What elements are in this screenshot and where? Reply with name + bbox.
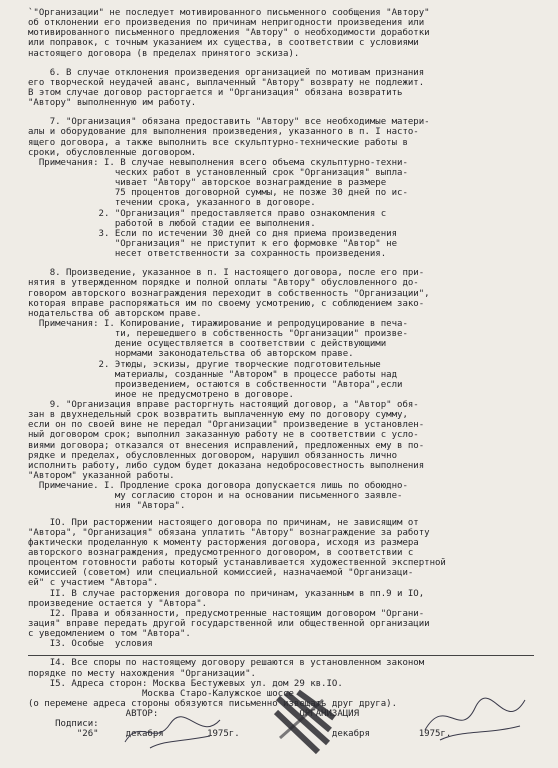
text-line: которая вправе распоряжаться им по своему усмотрению, с соблюдением зако- [28, 298, 425, 309]
note-line: 3. Если по истечении 30 дней со дня приема произведения [28, 228, 398, 239]
clause-8: 8. Произведение, указанное в п. I настоящего договора, после его при- [28, 268, 425, 279]
note-line: нормами законодательства об авторском праве. [28, 349, 354, 360]
text-line: зан в двухнедельный срок возвратить выплаченную ему по договору сумму, [28, 410, 408, 421]
note-line: ческих работ в установленный срок "Организация" выпла- [28, 167, 408, 178]
seal-stamp [268, 688, 338, 758]
contract-text [28, 8, 533, 740]
text-line: порядке по месту нахождения "Организации". [28, 668, 256, 679]
text-line: с уведомлением о том "Автора". [28, 629, 191, 640]
text-line: мотивированного письменного предложения "Автору" о необходимости доработки [28, 28, 430, 39]
clause-10: IO. При расторжении настоящего договора по причинам, не зависящим от [28, 517, 419, 528]
note-line: дение осуществляется в соответствии с действующими [28, 339, 387, 350]
clause-14: I4. Все споры по настоящему договору решаются в установленном законом [28, 658, 425, 669]
text-line: процентом готовности работы который устанавливается художественной экспертной [28, 558, 446, 569]
clause-7: 7. "Организация" обязана предоставить "Автору" все необходимые матери- [28, 117, 430, 128]
clause-11: II. В случае расторжения договора по причинам, указанным в пп.9 и IO, [28, 588, 425, 599]
note-line: "Организация" не приступит к его формовке "Автор" не [28, 238, 398, 249]
text-line: говором авторского вознаграждения переходит в собственность "Организации", [28, 288, 430, 299]
note-line: Примечания: I. В случае невыполнения всего объема скульптурно-техни- [28, 157, 408, 168]
text-line: ный договором срок; выполнил заказанную работу не в соответствии с усло- [28, 430, 419, 441]
note-line: ния "Автора". [28, 501, 186, 512]
text-line: нятия в утвержденном порядке и полной оплаты "Автору" обусловленного до- [28, 278, 419, 289]
text-line: виями договора; отказался от внесения исправлений, предложенных ему в по- [28, 440, 425, 451]
spacer [28, 259, 533, 268]
text-line: фактически проделанную к моменту расторжения договора, исходя из размера [28, 537, 419, 548]
note-line: работой в любой стадии ее выполнения. [28, 218, 316, 229]
note-line: течении срока, указанного в договоре. [28, 198, 316, 209]
note-line: 2. "Организация" предоставляется право ознакомления с [28, 208, 387, 219]
text-line: Москва Старо-Калужское шоссе [28, 688, 294, 699]
text-line: его творческой неудачей аванс, выплаченный "Автору" возврату не подлежит. [28, 77, 425, 88]
spacer [28, 649, 533, 658]
clause-15: I5. Адреса сторон: Москва Бестужевых ул. дом 29 кв.IO. [28, 678, 343, 689]
horizontal-rule [28, 655, 534, 656]
note-line: ти, перешедшего в собственность "Организации" произве- [28, 329, 408, 340]
signature-labels: АВТОР: ОРГАНИЗАЦИЯ [28, 709, 360, 720]
note-line: му согласию сторон и на основании письменного заявле- [28, 491, 403, 502]
clause-12: I2. Права и обязанности, предусмотренные настоящим договором "Органи- [28, 608, 425, 619]
text-line: ей" с участием "Автора". [28, 578, 159, 589]
note-line: чивает "Автору" авторское вознаграждение в размере [28, 178, 387, 189]
spacer [28, 59, 533, 68]
note-line: произведением, остаются в собственности "Автора",если [28, 379, 403, 390]
text-line: "Автору" выполненную им работу. [28, 98, 197, 109]
text-line: об отклонении его произведения по причинам непригодности произведения или [28, 18, 425, 29]
text-line: или поправок, с точным указанием их существа, в соответствии с условиями [28, 38, 419, 49]
text-line: нодательства об авторском праве. [28, 308, 202, 319]
note-line: Примечания: I. Копирование, тиражирование и репродуцирование в печа- [28, 318, 408, 329]
text-line: "Автора", "Организация" обязана уплатить "Автору" вознаграждение за работу [28, 527, 430, 538]
text-line: рядке и пределах, обусловленных договором, нарушил обязанность лично [28, 450, 398, 461]
note-line: 75 процентов договорной суммы, не позже 30 дней по ис- [28, 188, 408, 199]
note-line: Примечание. I. Продление срока договора допускается лишь по обоюдно- [28, 481, 408, 492]
text-line: если он по своей вине не передал "Организации" произведение в установлен- [28, 420, 425, 431]
text-line: исполнить работу, либо судом будет доказана недобросовестность выполнения [28, 460, 425, 471]
signatures-label: Подписи: [28, 719, 99, 730]
text-line: комиссией (советом) или специальной комиссией, назначаемой "Организаци- [28, 568, 414, 579]
organization-signature [420, 690, 530, 750]
text-line: сроки, обусловленные договором. [28, 147, 197, 158]
note-line: 2. Этюды, эскизы, другие творческие подготовительные [28, 359, 381, 370]
text-line: В этом случае договор расторгается и "Организация" обязана возвратить [28, 87, 403, 98]
text-line: зация" вправе передать другой государственной или общественной организации [28, 619, 430, 630]
text-line: `"Организации" не последует мотивированного письменного сообщения "Автору" [28, 8, 430, 18]
clause-13: I3. Особые условия [28, 639, 153, 650]
signature-dates: "26" декабря 1975г. декабря 1975г. [28, 729, 452, 740]
author-signature [120, 712, 230, 752]
clause-9: 9. "Организация вправе расторгнуть настоящий договор, а "Автор" обя- [28, 400, 419, 411]
note-line: материалы, созданные "Автором" в процессе работы над [28, 369, 398, 380]
clause-6: 6. В случае отклонения произведения организацией по мотивам признания [28, 67, 425, 78]
text-line: авторского вознаграждения, предусмотренного договором, в соответствии с [28, 548, 414, 559]
text-line: произведение остается у "Автора". [28, 598, 208, 609]
text-line: ящего договора, а также выполнить все скульптурно-технические работы в [28, 137, 408, 148]
text-line: "Автором" указанной работы. [28, 471, 175, 482]
spacer [28, 108, 533, 117]
text-line: (о перемене адреса стороны обязуются письменно извещать друг друга). [28, 699, 398, 709]
note-line: иное не предусмотрено в договоре. [28, 389, 294, 400]
text-line: алы и оборудование для выполнения произведения, указанного в п. I насто- [28, 127, 419, 138]
text-line: настоящего договора (в пределах принятого эскиза). [28, 48, 300, 59]
note-line: несет ответственности за сохранность произведения. [28, 249, 387, 260]
